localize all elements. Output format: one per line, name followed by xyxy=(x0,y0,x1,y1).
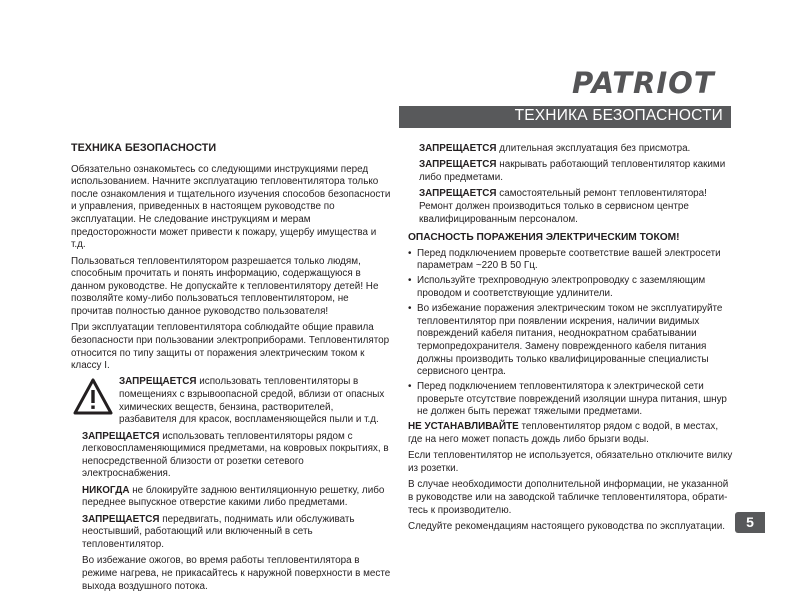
warning-triangle-icon xyxy=(73,378,113,415)
unplug-paragraph: Если тепловентилятор не используется, обязательно отключите вилку из розетки. xyxy=(408,450,733,475)
warning-flammable: ЗАПРЕЩАЕТСЯ использовать тепловентиляторы рядом с легковоспламеняющимися предметами, на ковровых покрытиях, в непосредственной близости от розетки сетевого электроснабжения. xyxy=(82,430,389,480)
page-number: 5 xyxy=(735,512,765,533)
patriot-logo: PATRIOT xyxy=(572,66,715,100)
warning-grille: НИКОГДА не блокируйте заднюю вентиляционную решетку, либо переднее выпускное отверстие какими либо предметами. xyxy=(82,484,385,509)
section-title: ТЕХНИКА БЕЗОПАСНОСТИ xyxy=(71,142,217,154)
warning-block xyxy=(71,376,393,426)
bullet-item: • Перед подключением проверьте соответствие вашей электросети параметрам ~220 В 50 Гц. xyxy=(408,248,734,273)
warning-moving: ЗАПРЕЩАЕТСЯ передвигать, поднимать или обслуживать неостывший, работающий или включенный в сеть тепловентилятор. xyxy=(82,513,355,550)
users-paragraph: Пользоваться тепловентилятором разрешается только людям, способным прочитать и понять информацию, содержащуюся в данном руководстве. Не допускайте к тепловентилятору детей! Не позволяйте кому-либо пользоваться тепловентилятором, не прочитав полностью данное руководство пользователя! xyxy=(71,255,379,317)
burn-paragraph: Во избежание ожогов, во время работы тепловентилятора в режиме нагрева, не прикасайтесь к наружной поверхности в месте выхода воздушного потока. xyxy=(82,555,391,592)
section-header-bar xyxy=(399,106,731,128)
bullet-item: • Используйте трехпроводную электропроводку с заземляющим проводом и соответствующие удлинители. xyxy=(408,275,734,300)
right-column xyxy=(408,143,734,537)
bullet-item: • Во избежание поражения электрическим током не эксплуатируйте тепловентилятор при появлении искрения, наличии видимых повреждений кабеля питания, неоднократном срабатывании термопредохранителя. Замену поврежденного кабеля питания должны производить только квалифицированные специалисты сервисного центра. xyxy=(408,303,734,379)
left-column xyxy=(71,140,393,597)
warning-water: НЕ УСТАНАВЛИВАЙТЕ тепловентилятор рядом с водой, в местах, где на него может попасть дождь либо брызги воды. xyxy=(408,421,719,446)
section-header-title: ТЕХНИКА БЕЗОПАСНОСТИ xyxy=(514,107,723,124)
warning-cover: ЗАПРЕЩАЕТСЯ накрывать работающий тепловентилятор какими либо предметами. xyxy=(419,159,726,183)
intro-paragraph: Обязательно ознакомьтесь со следующими инструкциями перед использованием. Начните эксплуатацию тепловентилятора только после ознакомления и тщательного изучения способов безопасности и управления, приведенных в настоящем руководстве по эксплуатации. Не следование инструкциям и мерам предосторожности может привести к пожару, ущербу имущества и т.д. xyxy=(71,163,391,251)
electric-bullets xyxy=(408,248,734,419)
class-paragraph: При эксплуатации тепловентилятора соблюдайте общие правила безопасности при пользовании электроприборами. Тепловентилятор относится по типу защиты от поражения электрическим током к классу I. xyxy=(71,322,390,372)
warning-unattended: ЗАПРЕЩАЕТСЯ длительная эксплуатация без присмотра. xyxy=(419,143,691,154)
electric-danger-title: ОПАСНОСТЬ ПОРАЖЕНИЯ ЭЛЕКТРИЧЕСКИМ ТОКОМ! xyxy=(408,232,680,244)
warning-explosive: ЗАПРЕЩАЕТСЯ использовать тепловентиляторы в помещениях с взрывоопасной средой, вблизи от опасных химических веществ, бензина, растворителей, разбавителя для красок, воспламеняющейся пыли и т.д. xyxy=(119,376,385,426)
warning-repair: ЗАПРЕЩАЕТСЯ самостоятельный ремонт тепловентилятора! Ремонт должен производиться только в сервисном центре квалифицированным персоналом. xyxy=(419,188,707,225)
bullet-item: • Перед подключением тепловентилятора к электрической сети проверьте отсутствие повреждений изоляции шнура питания, шнур не должен быть пережат тяжелыми предметами. xyxy=(408,381,734,419)
follow-paragraph: Следуйте рекомендациям настоящего руководства по эксплуатации. xyxy=(408,521,726,533)
info-paragraph: В случае необходимости дополнительной информации, не указанной в руководстве или на заводской табличке тепловентилятора, обрати-тесь к производителю. xyxy=(408,479,729,516)
